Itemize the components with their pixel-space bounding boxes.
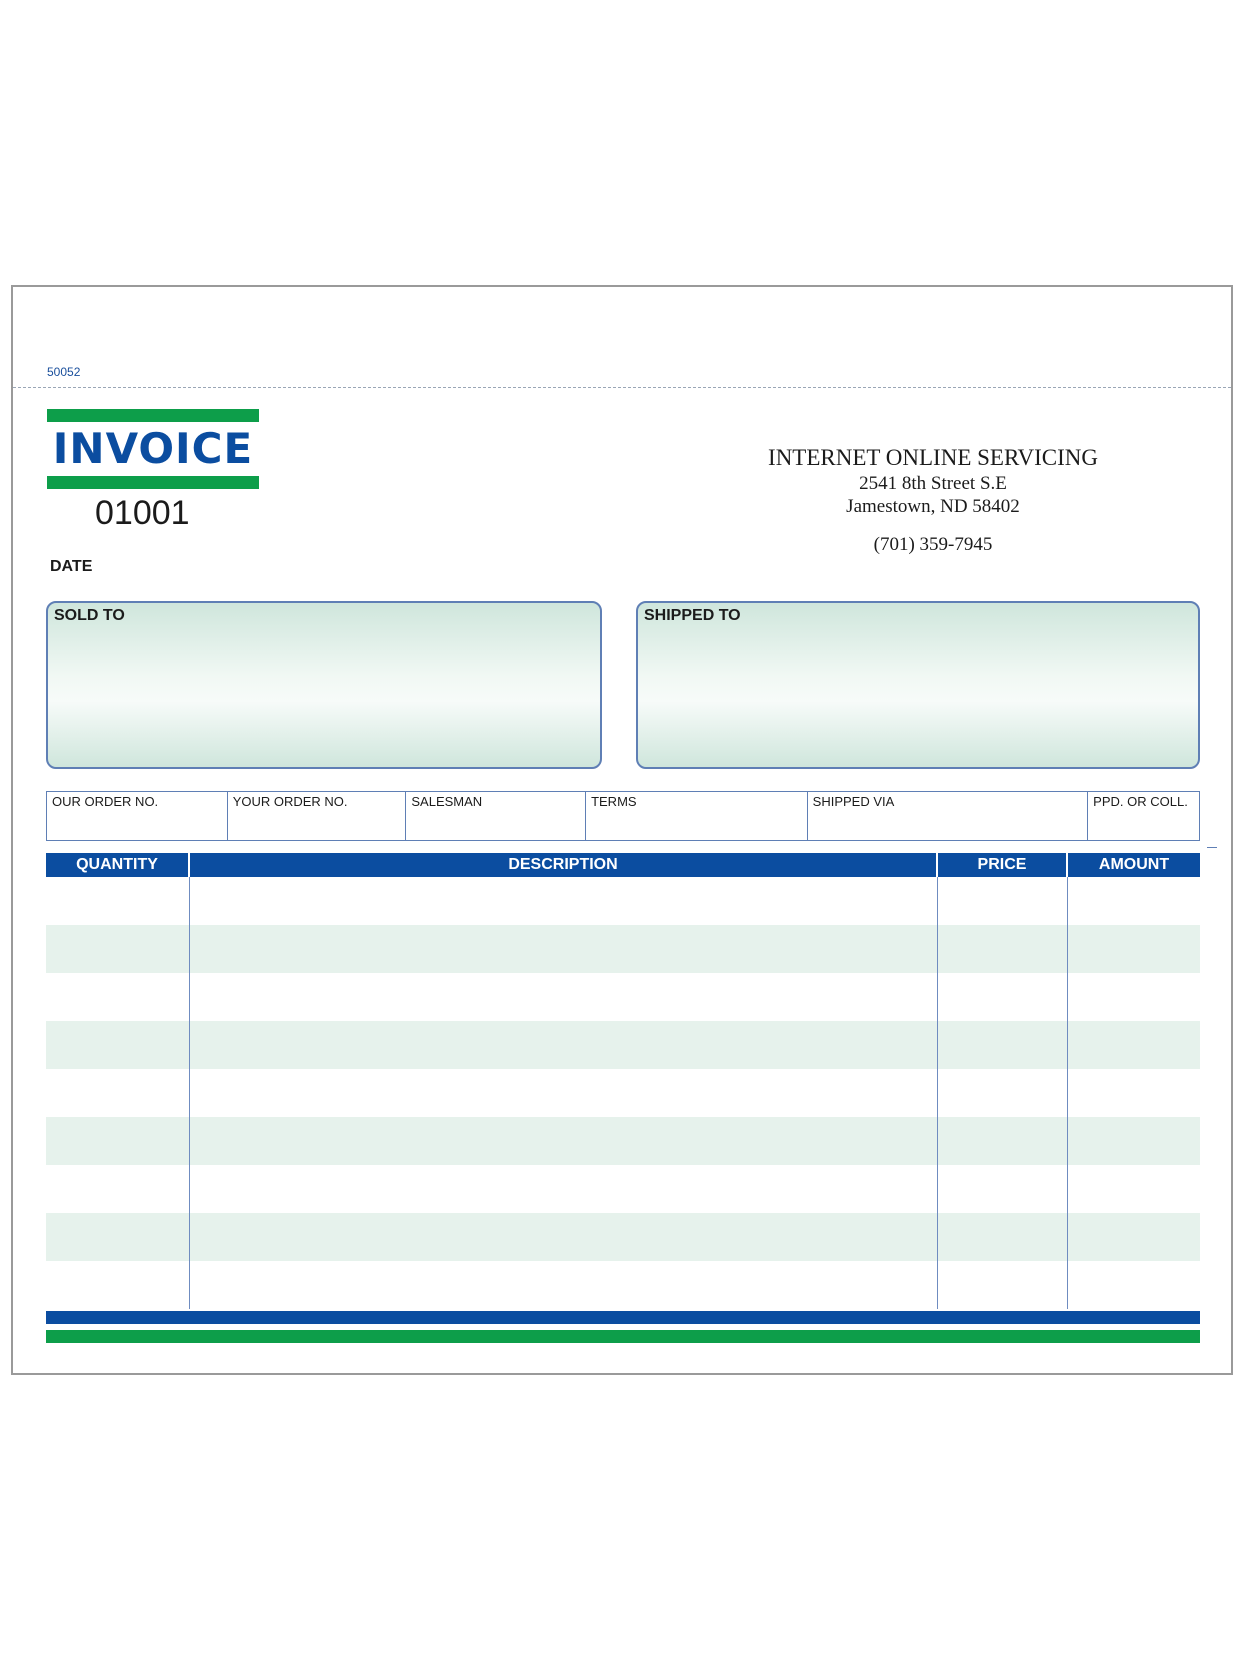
company-block: [693, 444, 1173, 556]
order-info-line: [46, 791, 1200, 841]
shipped-to-label: SHIPPED TO: [644, 607, 741, 624]
sold-to-label: SOLD TO: [54, 607, 125, 624]
margin-tick: [1207, 847, 1217, 848]
line-items-table: [46, 853, 1200, 1309]
company-street: 2541 8th Street S.E: [859, 473, 1007, 494]
form-code: 50052: [47, 365, 81, 379]
your-order-no-field[interactable]: YOUR ORDER NO.: [228, 792, 407, 840]
our-order-no-field[interactable]: OUR ORDER NO.: [47, 792, 228, 840]
company-phone: (701) 359-7945: [873, 534, 993, 555]
logo-top-bar: [47, 409, 259, 422]
shipped-to-box[interactable]: [636, 601, 1200, 769]
column-description: DESCRIPTION: [190, 853, 938, 877]
sold-to-box[interactable]: [46, 601, 602, 769]
salesman-field[interactable]: SALESMAN: [406, 792, 586, 840]
invoice-number: 01001: [95, 494, 190, 532]
column-amount: AMOUNT: [1098, 856, 1170, 873]
invoice-form: [11, 285, 1233, 1375]
column-quantity: QUANTITY: [46, 853, 190, 877]
column-price: PRICE: [938, 853, 1068, 877]
column-divider: [937, 877, 938, 1309]
company-name: INTERNET ONLINE SERVICING: [768, 445, 1098, 470]
ppd-or-coll-field[interactable]: PPD. OR COLL.: [1093, 794, 1188, 809]
footer-green-rule: [46, 1330, 1200, 1343]
table-row[interactable]: [46, 877, 1200, 925]
invoice-logo: [47, 409, 259, 489]
table-body: [46, 877, 1200, 1309]
column-divider: [189, 877, 190, 1309]
table-row[interactable]: [46, 1261, 1200, 1309]
logo-text: INVOICE: [52, 424, 254, 473]
date-label: DATE: [50, 558, 93, 575]
table-row[interactable]: [46, 925, 1200, 973]
table-row[interactable]: [46, 1165, 1200, 1213]
table-row[interactable]: [46, 1021, 1200, 1069]
table-row[interactable]: [46, 973, 1200, 1021]
footer-blue-rule: [46, 1311, 1200, 1324]
logo-bottom-bar: [47, 476, 259, 489]
company-city: Jamestown, ND 58402: [846, 496, 1020, 517]
column-divider: [1067, 877, 1068, 1309]
table-row[interactable]: [46, 1213, 1200, 1261]
shipped-via-field[interactable]: SHIPPED VIA: [808, 792, 1089, 840]
table-row[interactable]: [46, 1069, 1200, 1117]
perforation-line: [13, 387, 1231, 388]
table-header: [46, 853, 1200, 877]
table-row[interactable]: [46, 1117, 1200, 1165]
terms-field[interactable]: TERMS: [586, 792, 808, 840]
